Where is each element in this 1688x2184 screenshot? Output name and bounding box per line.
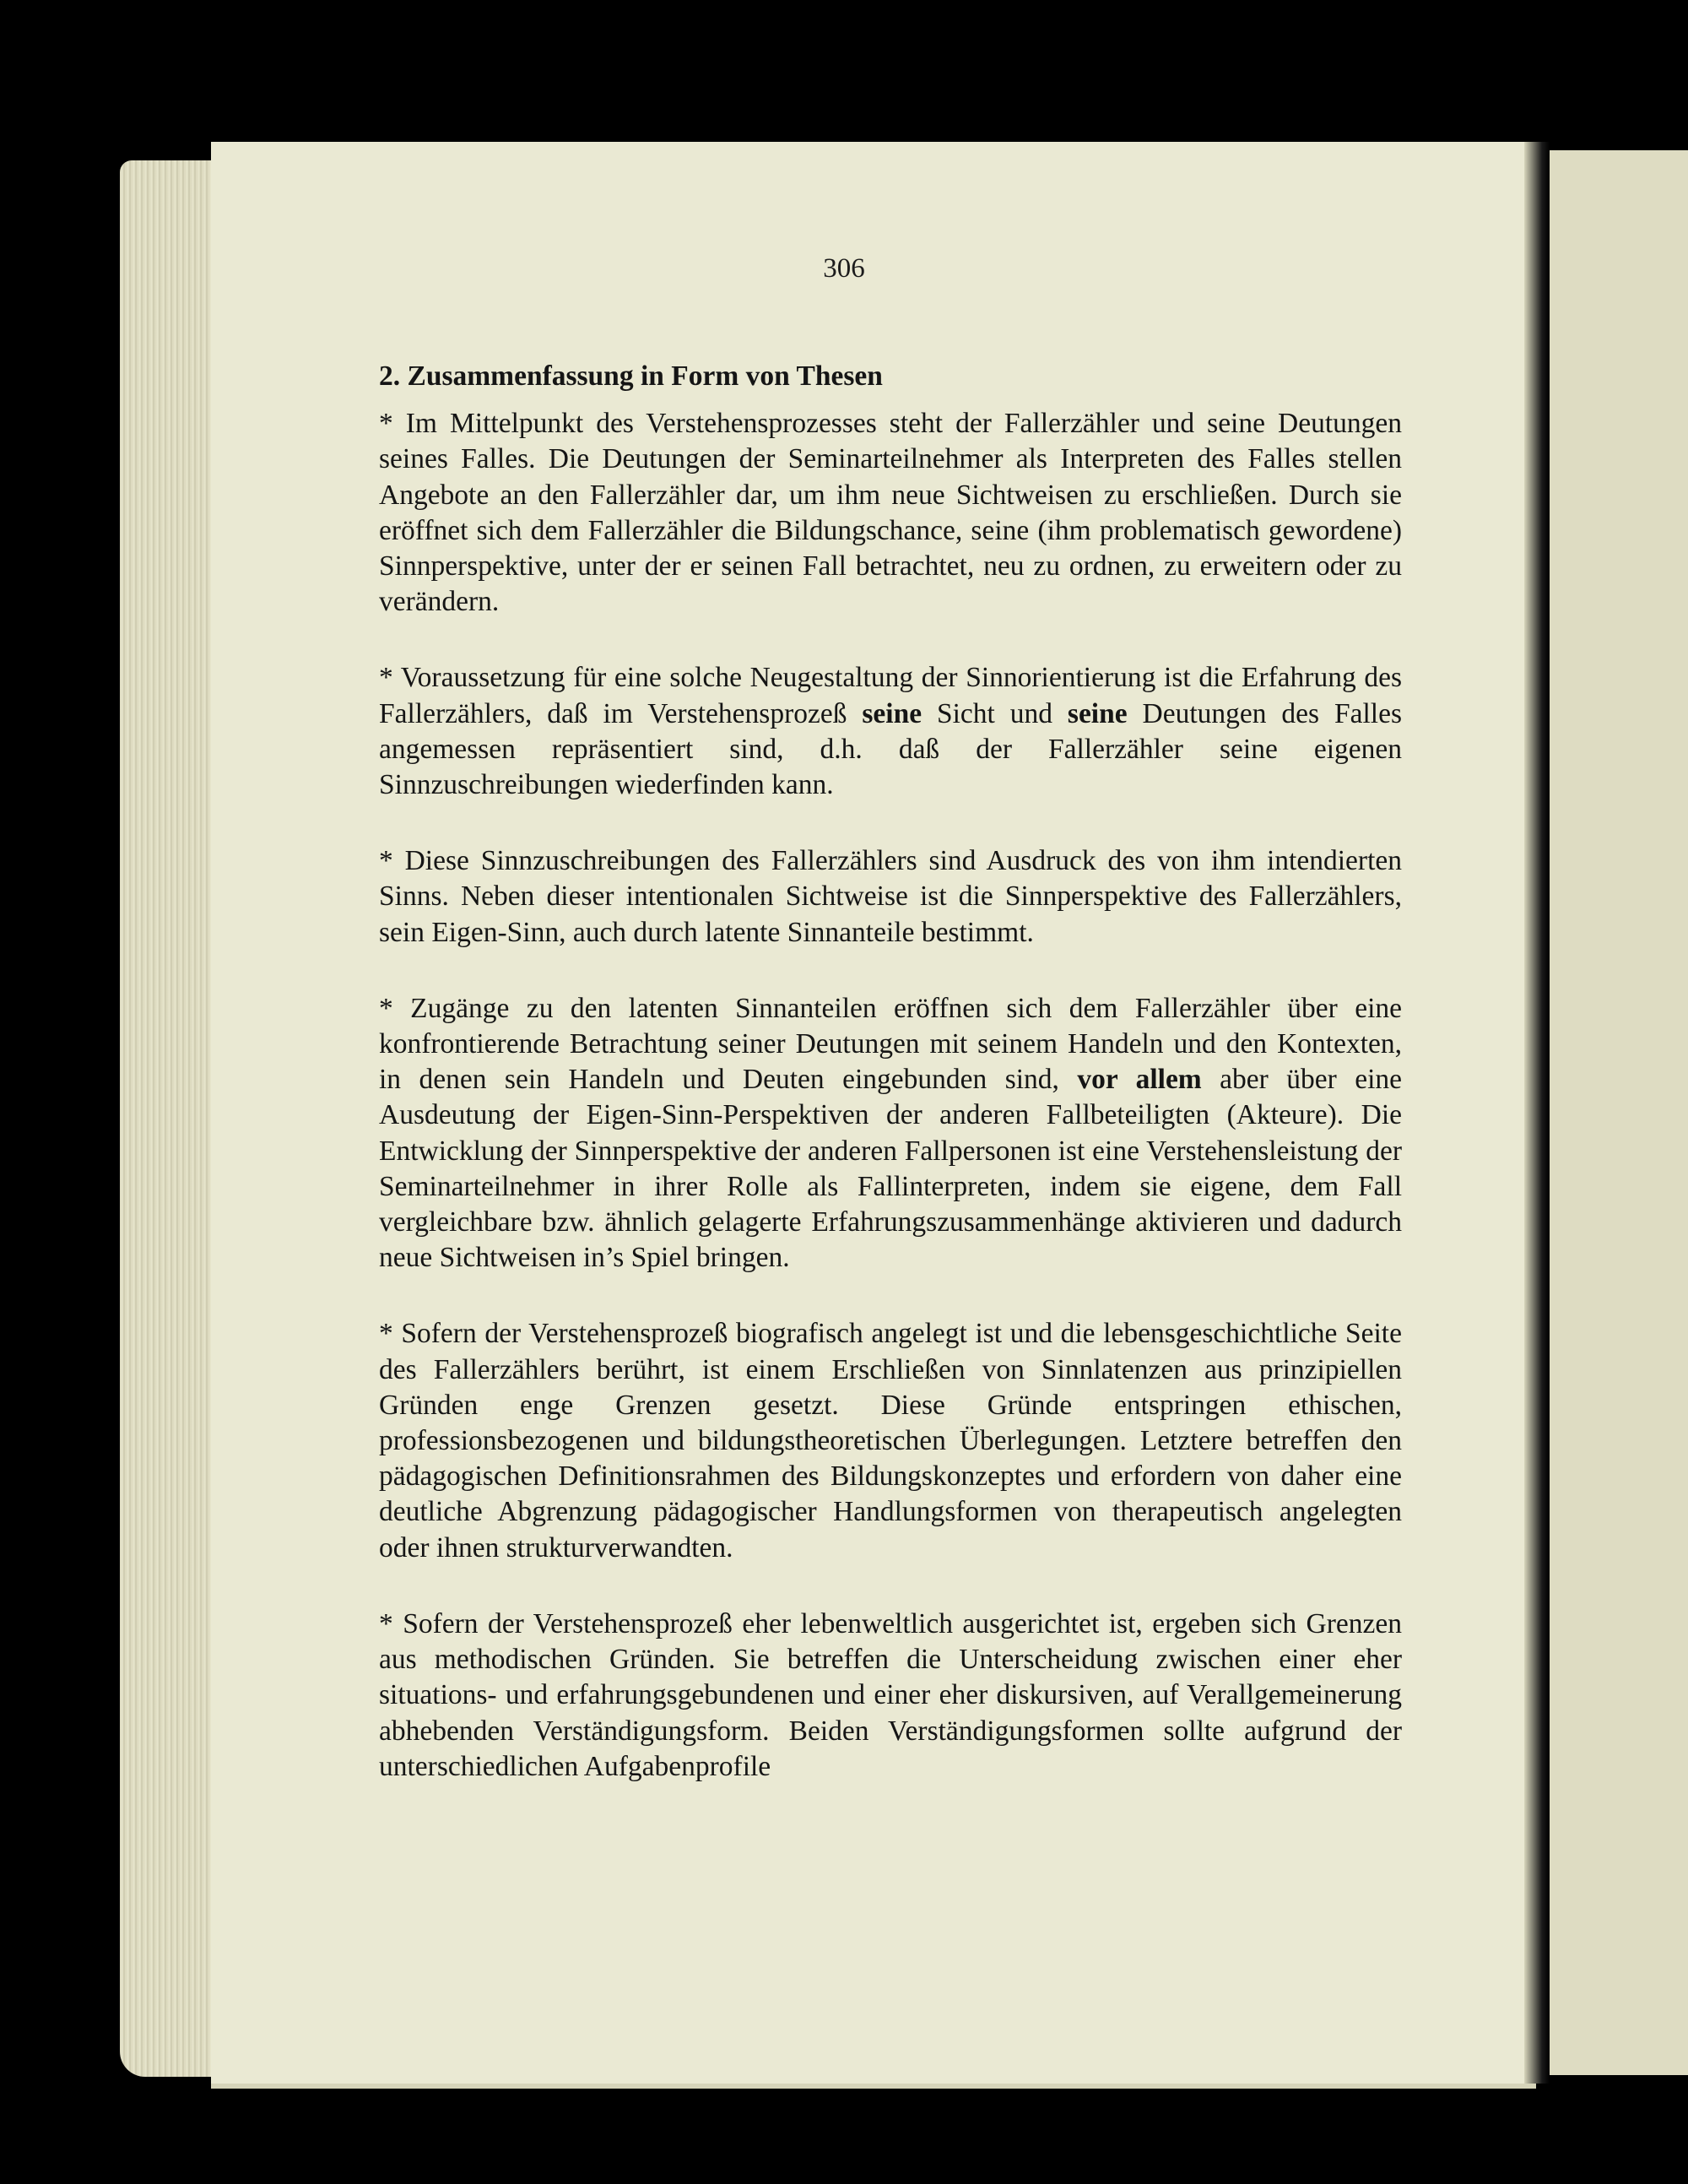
section-heading: 2. Zusammenfassung in Form von Thesen <box>379 360 883 392</box>
page-number: 306 <box>823 253 865 284</box>
thesis-2-text-b: Sicht und <box>922 697 1068 729</box>
thesis-4-text-b: aber über eine Ausdeutung der Eigen-Sinn-Perspektiven der anderen Fallbeteiligten (Akteure). Die Entwicklung der Sinnperspektive der anderen Fallpersonen ist eine Verstehensleistung der Seminarteilnehmer in ihrer Rolle als Fallinterpreten, indem sie eigene, dem Fall vergleichbare bzw. ähnlich gelagerte Erfahrungszusammenhänge aktivieren und dadurch neue Sichtweisen in’s Spiel bringen. <box>379 1064 1402 1274</box>
thesis-4 <box>379 991 1402 1276</box>
thesis-2 <box>379 660 1402 803</box>
thesis-2-text-a: * Voraussetzung für eine solche Neugestaltung der Sinnorientierung ist die Erfahrung des Fallerzählers, daß im Verstehensprozeß <box>379 662 1402 729</box>
book-gutter <box>1524 142 1550 2084</box>
opposite-page <box>1541 150 1688 2075</box>
thesis-4-text-a: * Zugänge zu den latenten Sinnanteilen eröffnen sich dem Fallerzähler über eine konfrontierende Betrachtung seiner Deutungen mit seinem Handeln und den Kontexten, in denen sein Handeln und Deuten eingebunden sind, <box>379 992 1402 1096</box>
thesis-6: * Sofern der Verstehensprozeß eher lebenweltlich ausgerichtet ist, ergeben sich Grenzen aus methodischen Gründen. Sie betreffen die Unterscheidung zwischen einer eher situations- und erfahrungsgebundenen und einer eher diskursiven, auf Verallgemeinerung abhebenden Verständigungsform. Beiden Verständigungsformen sollte aufgrund der unterschiedlichen Aufgabenprofile <box>379 1607 1402 1782</box>
thesis-2-emphasis-b: seine <box>1067 697 1128 729</box>
thesis-3: * Diese Sinnzuschreibungen des Fallerzählers sind Ausdruck des von ihm intendierten Sinns. Neben dieser intentionalen Sichtweise ist die Sinnperspektive des Fallerzählers, sein Eigen-Sinn, auch durch latente Sinnanteile bestimmt. <box>379 845 1402 948</box>
thesis-2-text-c: Deutungen des Falles angemessen repräsentiert sind, d.h. daß der Fallerzähler seine eigenen Sinnzuschreibungen wiederfinden kann. <box>379 697 1402 801</box>
thesis-1: * Im Mittelpunkt des Verstehensprozesses steht der Fallerzähler und seine Deutungen seines Falles. Die Deutungen der Seminarteilnehmer als Interpreten des Falles stellen Angebote an den Fallerzähler dar, um ihm neue Sichtweisen zu erschließen. Durch sie eröffnet sich dem Fallerzähler die Bildungschance, seine (ihm problematisch gewordene) Sinnperspektive, unter der er seinen Fall betrachtet, neu zu ordnen, zu erweitern oder zu verändern. <box>379 408 1402 618</box>
thesis-4-emphasis: vor allem <box>1077 1064 1202 1096</box>
thesis-2-emphasis-a: seine <box>862 697 922 729</box>
thesis-5: * Sofern der Verstehensprozeß biografisch angelegt ist und die lebensgeschichtliche Seite des Fallerzählers berührt, ist einem Erschließen von Sinnlatenzen aus prinzipiellen Gründen enge Grenzen gesetzt. Diese Gründe entspringen ethischen, professionsbezogenen und bildungstheoretischen Überlegungen. Letztere betreffen den pädagogischen Definitionsrahmen des Bildungskonzeptes und erfordern von daher eine deutliche Abgrenzung pädagogischer Handlungsformen von therapeutisch angelegten oder ihnen strukturverwandten. <box>379 1318 1402 1563</box>
page-body <box>379 359 1402 1785</box>
